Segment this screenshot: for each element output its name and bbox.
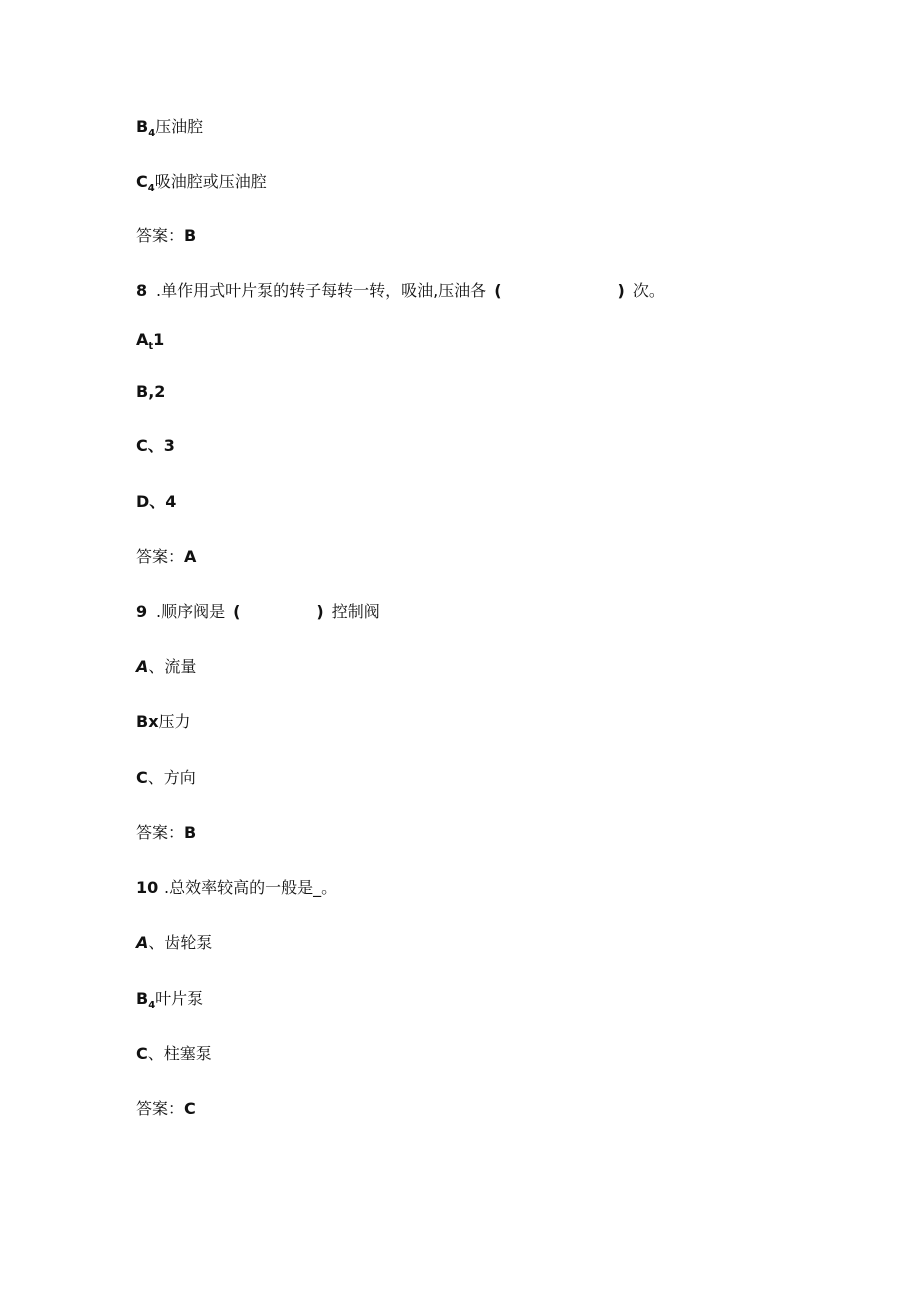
answer-line: 答案：C (136, 1099, 196, 1118)
answer-line: 答案：B (136, 823, 197, 842)
option-c: C、3 (136, 436, 175, 455)
option-a: $A_t1$ (136, 330, 165, 352)
option-c: $C_4$吸油腔或压油腔 (136, 172, 267, 194)
option-b: $B_4$压油腔 (136, 117, 204, 139)
answer-line: 答案：B (136, 226, 197, 245)
option-b: $B_4$叶片泵 (136, 989, 204, 1011)
question-9: 9 .顺序阀是 ( ) 控制阀 (136, 602, 380, 621)
option-b: B,2 (136, 382, 166, 401)
option-b: Bx压力 (136, 712, 191, 731)
option-c: C、柱塞泵 (136, 1044, 212, 1063)
question-10: 10 .总效率较高的一般是_。 (136, 878, 338, 897)
answer-line: 答案：A (136, 547, 197, 566)
option-c: C、方向 (136, 768, 196, 787)
option-a: A、流量 (136, 657, 197, 676)
option-d: D、4 (136, 492, 177, 511)
option-a: A、齿轮泵 (136, 933, 213, 952)
question-8: 8 .单作用式叶片泵的转子每转一转，吸油,压油各 ( ) 次。 (136, 281, 665, 300)
